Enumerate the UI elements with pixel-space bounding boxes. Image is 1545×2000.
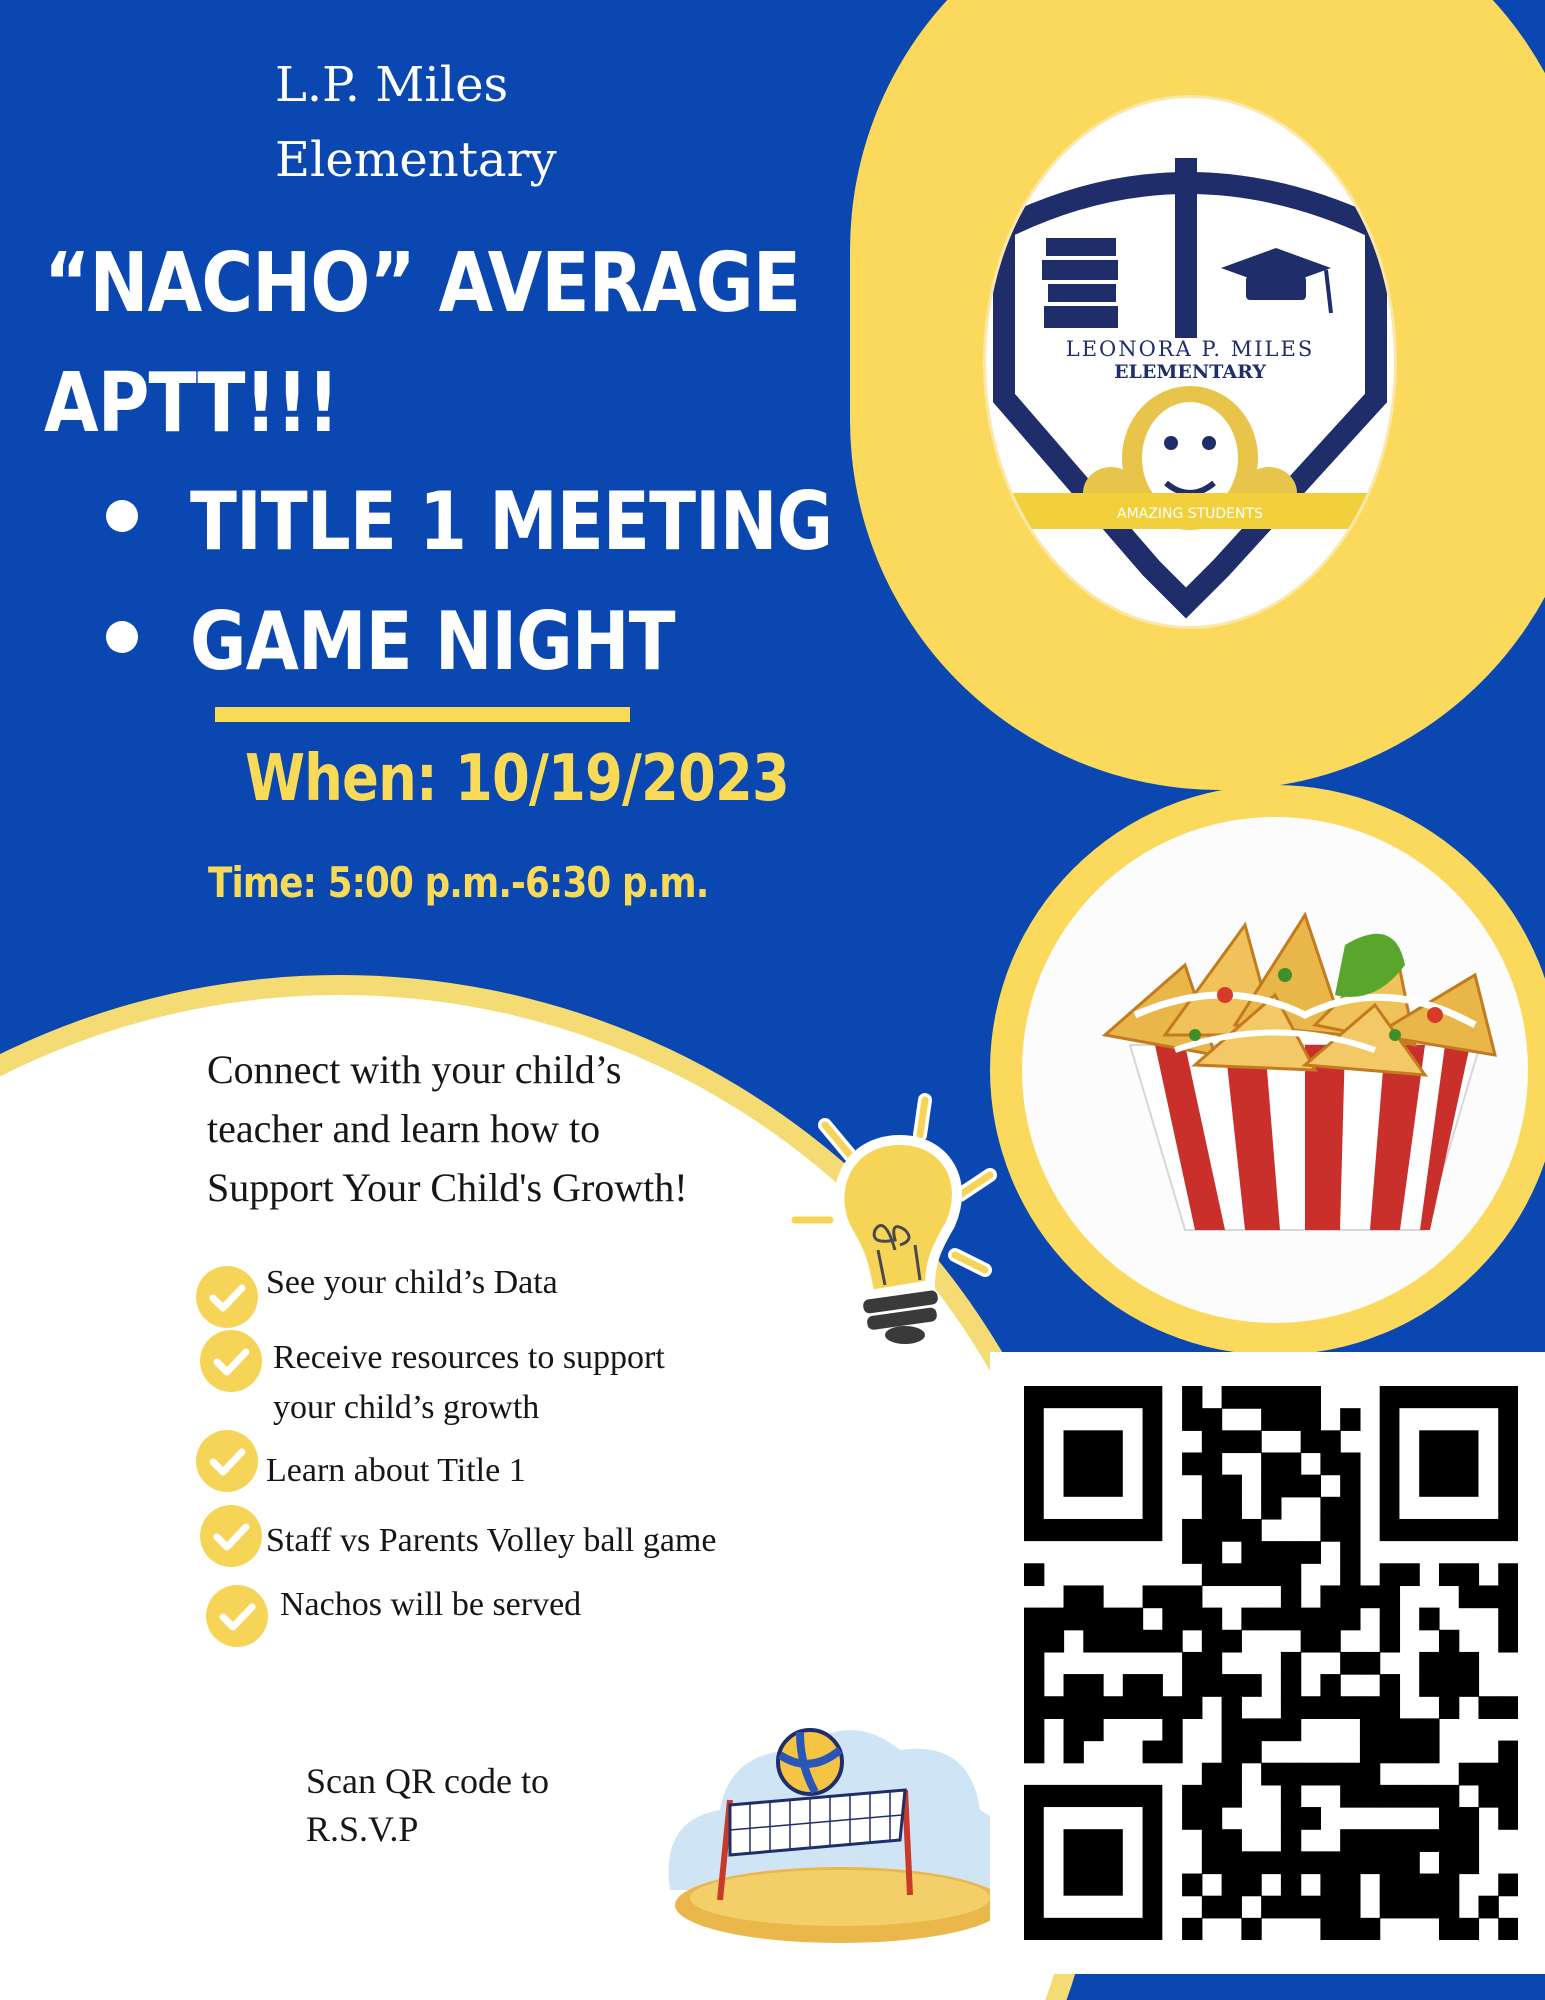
bullet-title1-meeting: TITLE 1 MEETING [190, 475, 833, 568]
intro-line2: teacher and learn how to [207, 1106, 601, 1151]
checklist-item [273, 1333, 665, 1433]
checklist-item-line1: Receive resources to support [273, 1339, 665, 1376]
school-name-line2: Elementary [275, 132, 557, 188]
check-icon [196, 1266, 258, 1328]
checklist-item: See your child’s Data [266, 1264, 558, 1301]
check-icon [206, 1585, 268, 1647]
event-time: Time: 5:00 p.m.-6:30 p.m. [208, 858, 709, 907]
qr-code-panel[interactable] [990, 1352, 1545, 1974]
logo-name-text: LEONORA P. MILES [1065, 337, 1315, 361]
check-icon [200, 1330, 262, 1392]
check-icon [200, 1505, 262, 1567]
bullet-dot [106, 500, 138, 532]
intro-line1: Connect with your child’s [207, 1047, 622, 1092]
rsvp-text [306, 1757, 626, 1853]
school-crest-icon [986, 98, 1394, 626]
divider-line [215, 707, 630, 722]
checklist-item: Learn about Title 1 [266, 1452, 526, 1489]
checklist-item: Staff vs Parents Volley ball game [266, 1522, 717, 1559]
qr-code-icon[interactable] [1024, 1386, 1518, 1940]
headline-line1: “NACHO” AVERAGE [44, 236, 801, 331]
logo-motto-text: AMAZING STUDENTS [1117, 506, 1263, 522]
intro-line3: Support Your Child's Growth! [207, 1165, 688, 1210]
school-name-line1: L.P. Miles [275, 57, 509, 113]
school-logo [983, 95, 1397, 629]
checklist-item-line2: your child’s growth [273, 1389, 540, 1426]
headline-line2: APTT!!! [44, 356, 339, 451]
logo-subtitle-text: ELEMENTARY [1114, 361, 1266, 383]
intro-text [207, 1040, 827, 1217]
school-name [275, 48, 557, 198]
event-date: When: 10/19/2023 [245, 742, 789, 816]
rsvp-line2: R.S.V.P [306, 1809, 419, 1849]
bullet-game-night: GAME NIGHT [190, 595, 675, 688]
bullet-dot [106, 621, 138, 653]
check-icon [196, 1430, 258, 1492]
rsvp-line1: Scan QR code to [306, 1761, 549, 1801]
nachos-icon [1075, 885, 1535, 1255]
volleyball-icon [650, 1690, 1020, 1950]
checklist-item: Nachos will be served [280, 1586, 582, 1623]
